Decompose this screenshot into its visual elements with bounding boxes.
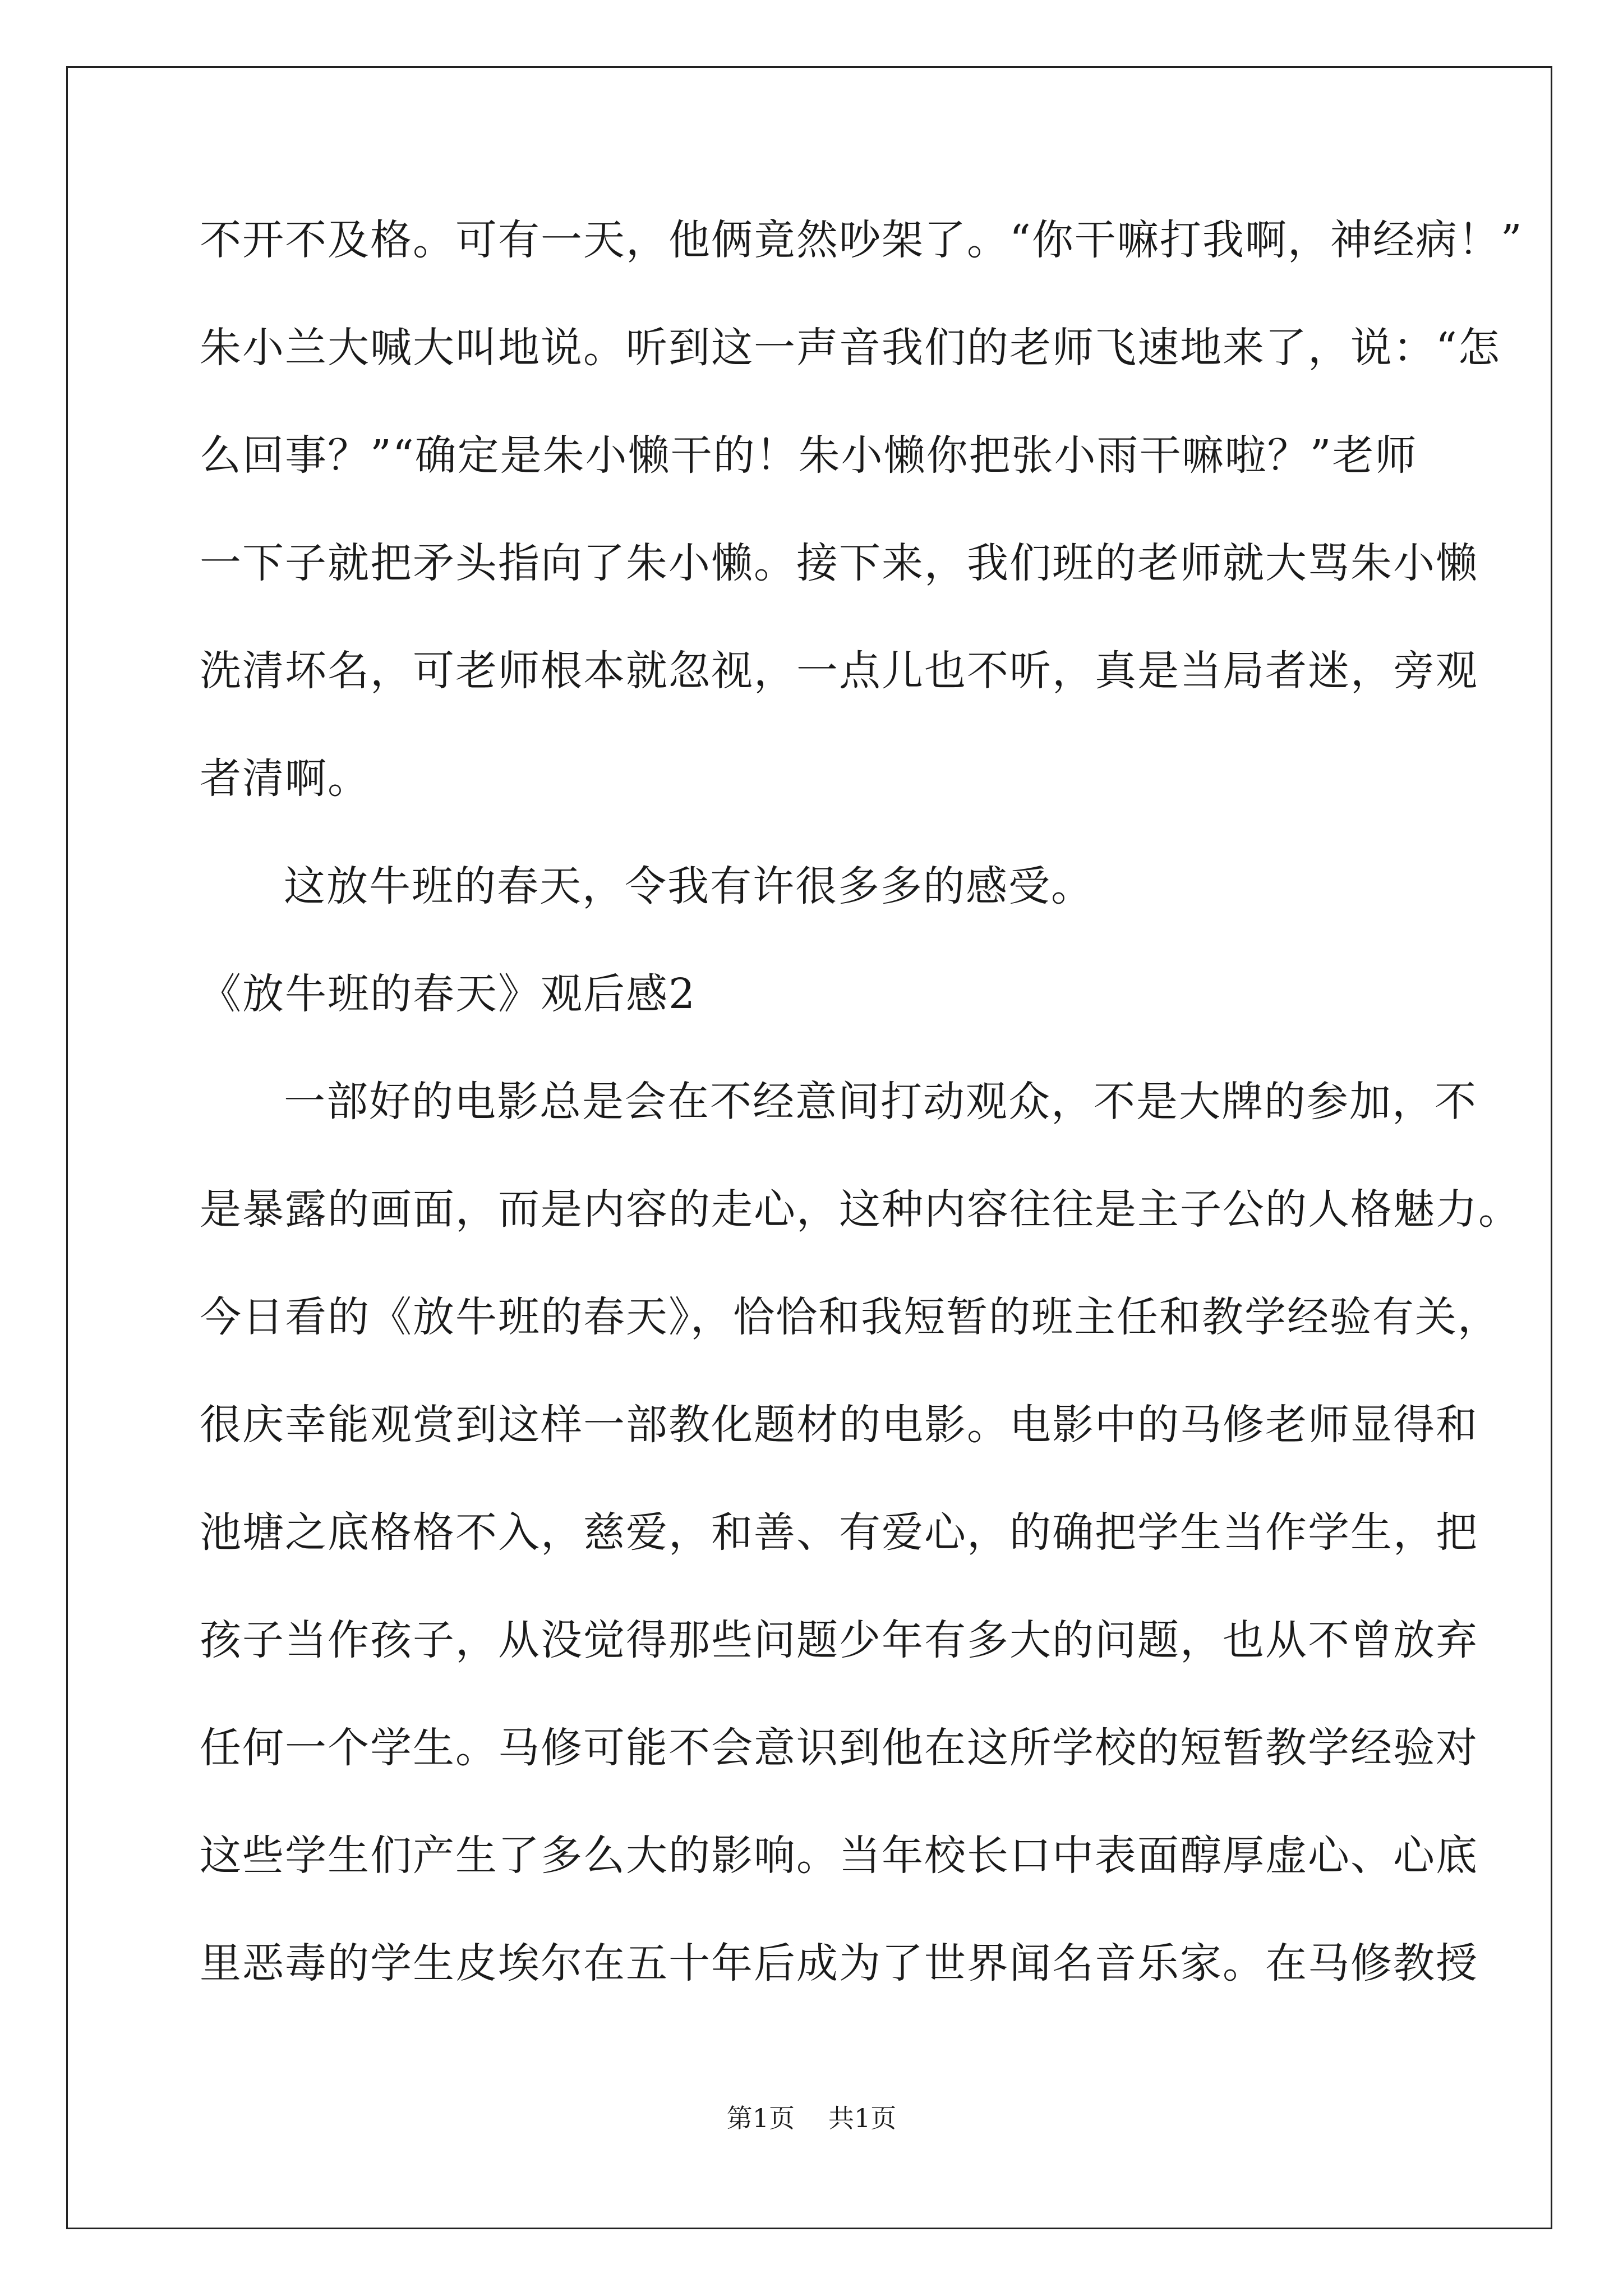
- page-number: 第1页: [726, 2103, 795, 2133]
- text-line: 任何一个学生。马修可能不会意识到他在这所学校的短暂教学经验对: [200, 1724, 1478, 1772]
- text-line: 是暴露的画面，而是内容的走心，这种内容往往是主子公的人格魅力。: [200, 1185, 1521, 1234]
- text-line: 池塘之底格格不入，慈爱，和善、有爱心，的确把学生当作学生，把: [200, 1508, 1478, 1557]
- page-footer: [0, 2101, 1623, 2135]
- page-total: 共1页: [828, 2103, 897, 2133]
- text-line: 不开不及格。可有一天，他俩竟然吵架了。“你干嘛打我啊，神经病！”: [200, 216, 1523, 264]
- text-line: 者清啊。: [200, 754, 370, 803]
- text-line: 孩子当作孩子，从没觉得那些问题少年有多大的问题，也从不曾放弃: [200, 1616, 1478, 1664]
- text-line: 今日看的《放牛班的春天》，恰恰和我短暂的班主任和教学经验有关，: [200, 1293, 1500, 1341]
- text-line: 么回事？”“确定是朱小懒干的！朱小懒你把张小雨干嘛啦？”老师: [200, 431, 1418, 480]
- text-line: 里恶毒的学生皮埃尔在五十年后成为了世界闻名音乐家。在马修教授: [200, 1939, 1478, 1987]
- text-line: 洗清坏名，可老师根本就忽视，一点儿也不听，真是当局者迷，旁观: [200, 647, 1478, 695]
- section-heading: 《放牛班的春天》观后感2: [200, 970, 697, 1018]
- page-border: [66, 66, 1552, 2229]
- text-line: 很庆幸能观赏到这样一部教化题材的电影。电影中的马修老师显得和: [200, 1401, 1478, 1449]
- text-line: 一下子就把矛头指向了朱小懒。接下来，我们班的老师就大骂朱小懒: [200, 539, 1478, 587]
- text-line: 一部好的电影总是会在不经意间打动观众，不是大牌的参加，不: [284, 1078, 1477, 1126]
- text-line: 这些学生们产生了多么大的影响。当年校长口中表面醇厚虚心、心底: [200, 1832, 1478, 1880]
- paragraph-closing: 这放牛班的春天，令我有许很多多的感受。: [284, 862, 1094, 910]
- text-line: 朱小兰大喊大叫地说。听到这一声音我们的老师飞速地来了，说：“怎: [200, 324, 1501, 372]
